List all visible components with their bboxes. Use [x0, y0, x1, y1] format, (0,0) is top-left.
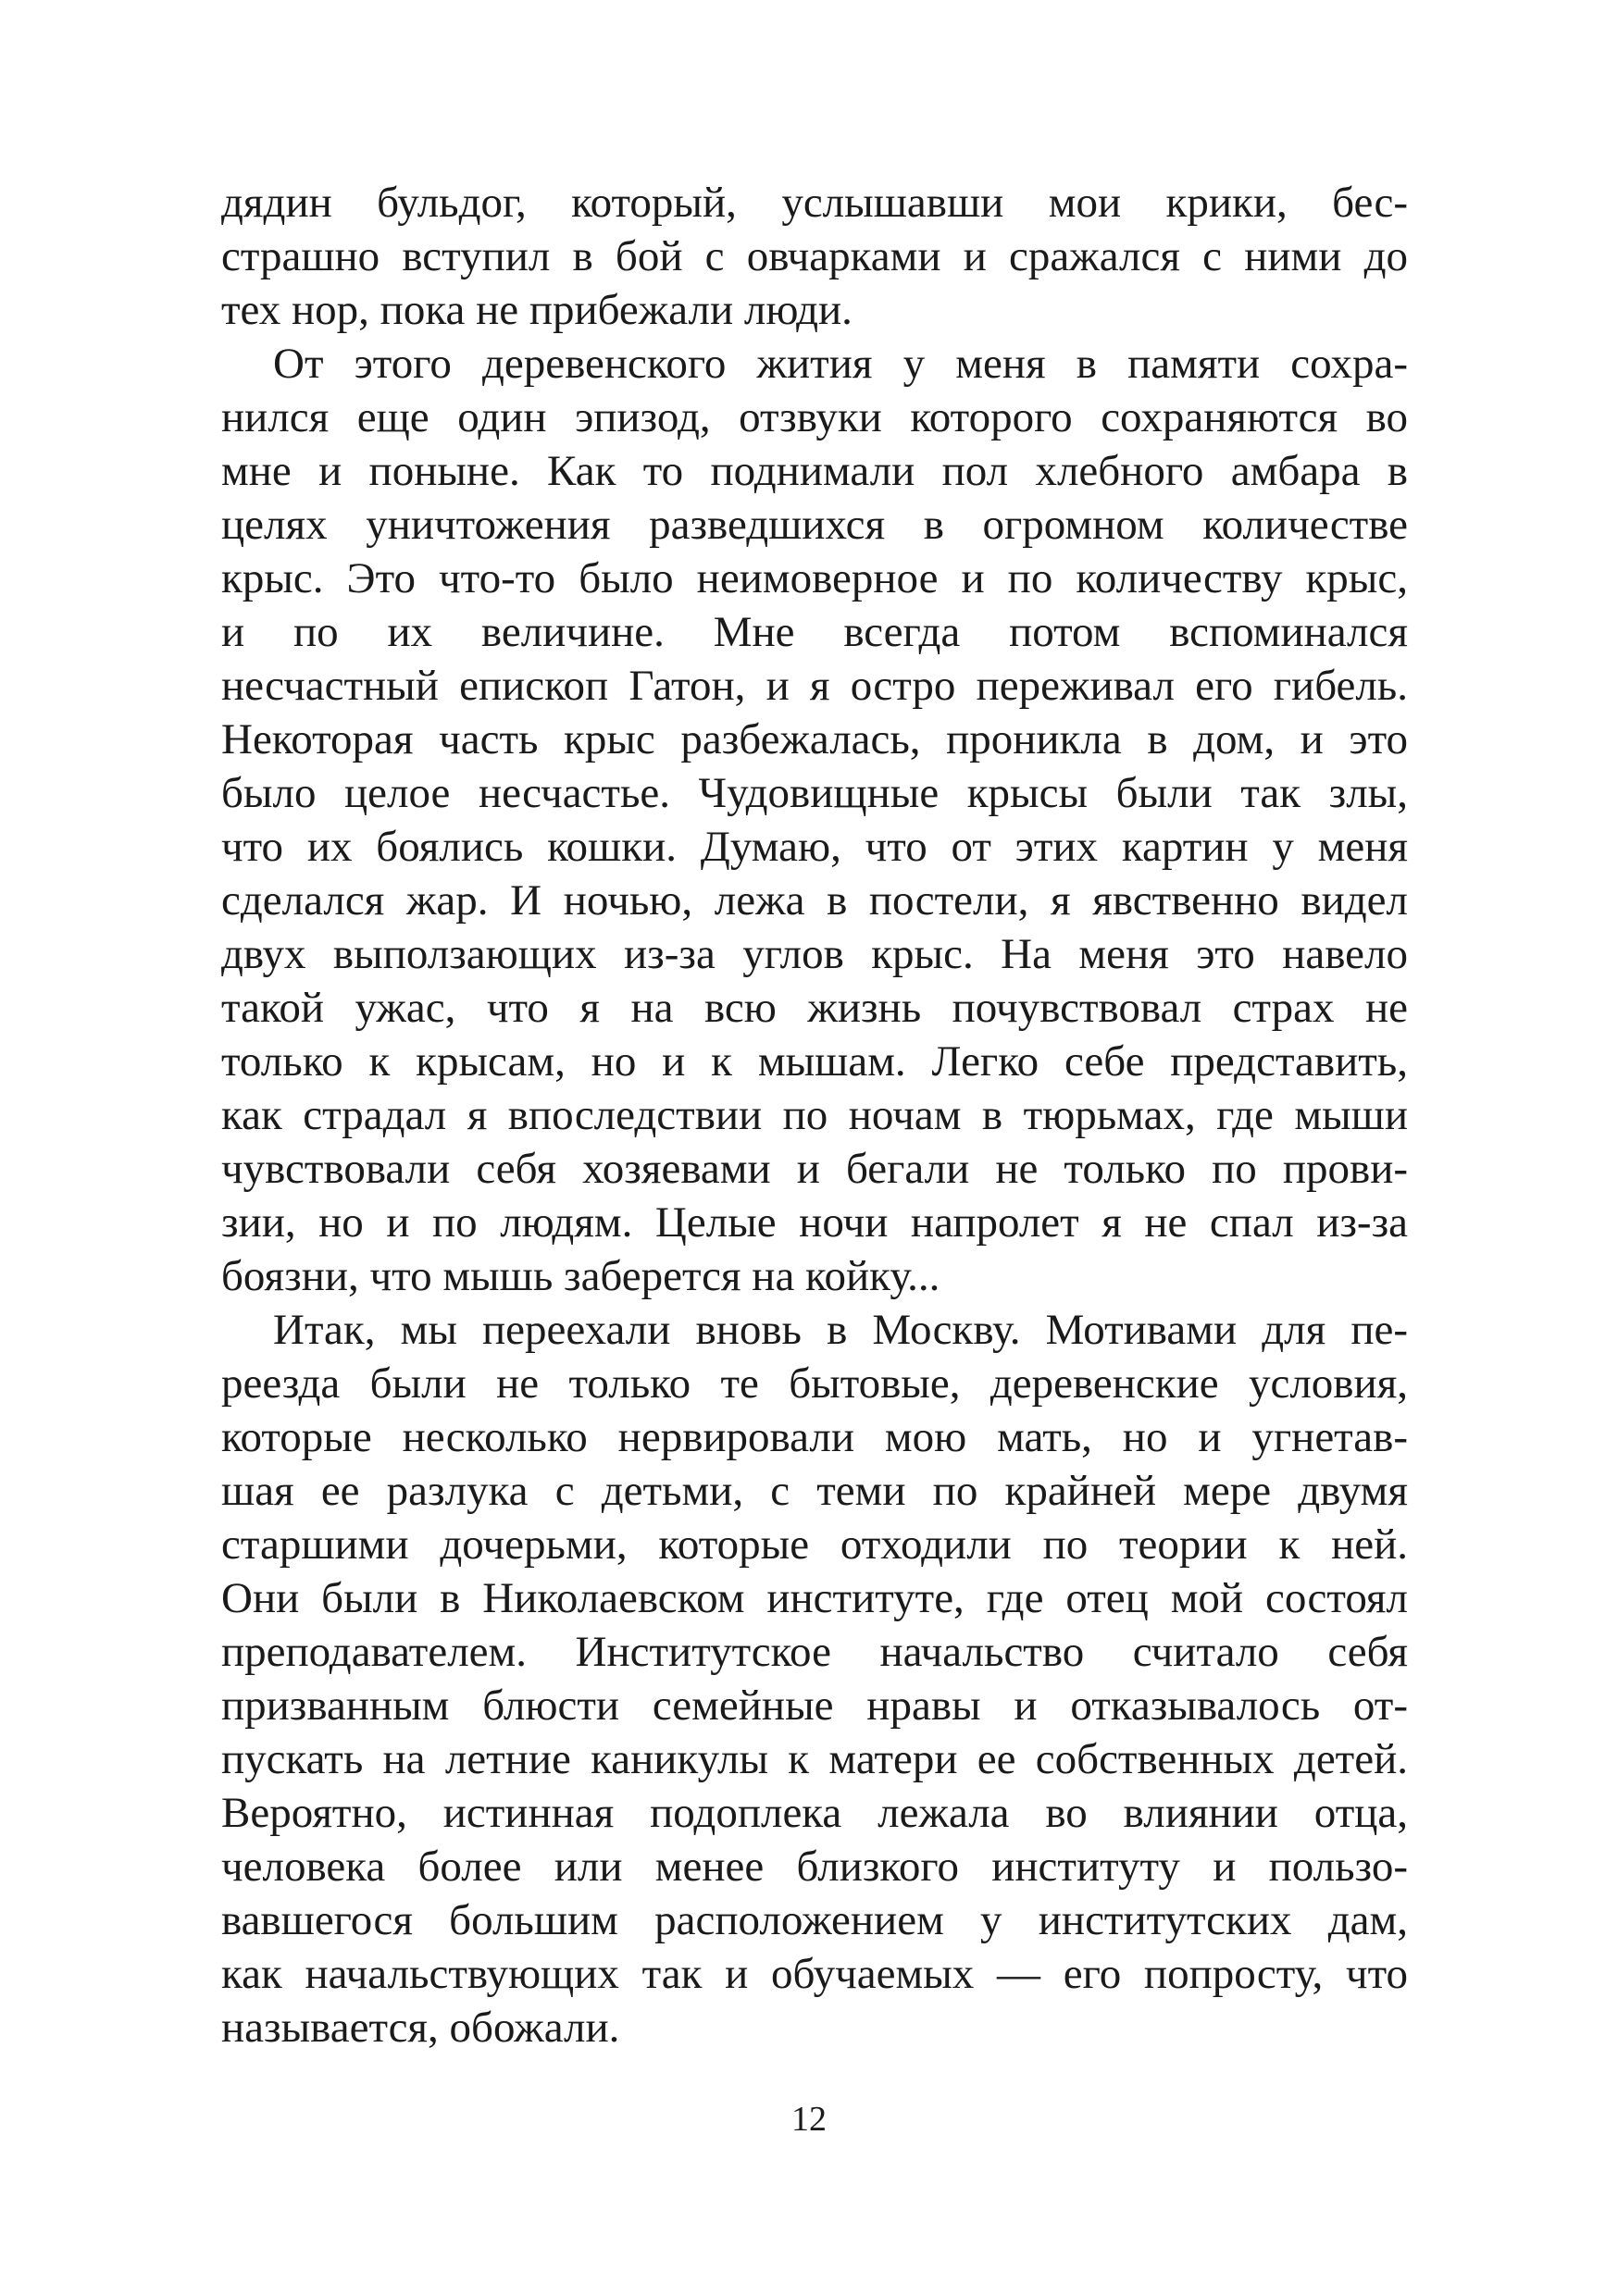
paragraph	[221, 1303, 1408, 2054]
text-line: двух выползающих из-за углов крыс. На меня это навело	[221, 930, 1408, 978]
text-line: тех нор, пока не прибежали люди.	[221, 286, 853, 334]
text-line: чувствовали себя хозяевами и бегали не только по прови-	[221, 1145, 1408, 1193]
text-line: старшими дочерьми, которые отходили по теории к ней.	[221, 1520, 1408, 1569]
text-line: которые несколько нервировали мою мать, но и угнетав-	[221, 1413, 1408, 1461]
text-line: называется, обожали.	[221, 2004, 620, 2052]
text-line: От этого деревенского жития у меня в памяти сохра-	[273, 340, 1408, 388]
text-line: боязни, что мышь заберется на койку...	[221, 1252, 940, 1300]
text-line: страшно вступил в бой с овчарками и сражался с ними до	[221, 232, 1408, 280]
text-line: преподавателем. Институтское начальство считало себя	[221, 1628, 1408, 1676]
text-line: Некоторая часть крыс разбежалась, проникла в дом, и это	[221, 715, 1408, 763]
text-line: призванным блюсти семейные нравы и отказывалось от-	[221, 1682, 1408, 1730]
text-line: дядин бульдог, который, услышавши мои крики, бес-	[221, 179, 1408, 227]
text-line: как начальствующих так и обучаемых — его попросту, что	[221, 1950, 1408, 1998]
text-line: и по их величине. Мне всегда потом вспоминался	[221, 608, 1408, 656]
text-line: Итак, мы переехали вновь в Москву. Мотивами для пе-	[273, 1306, 1408, 1354]
text-line: сделался жар. И ночью, лежа в постели, я явственно видел	[221, 876, 1408, 925]
paragraph	[221, 337, 1408, 1303]
paragraph	[221, 176, 1408, 337]
text-line: реезда были не только те бытовые, деревенские условия,	[221, 1359, 1408, 1408]
text-line: нился еще один эпизод, отзвуки которого сохраняются во	[221, 393, 1408, 441]
text-line: мне и поныне. Как то поднимали пол хлебного амбара в	[221, 447, 1408, 495]
text-line: несчастный епископ Гатон, и я остро переживал его гибель.	[221, 662, 1408, 710]
text-line: крыс. Это что-то было неимоверное и по количеству крыс,	[221, 554, 1408, 602]
text-line: вавшегося большим расположением у институтских дам,	[221, 1896, 1408, 1944]
text-line: как страдал я впоследствии по ночам в тюрьмах, где мыши	[221, 1091, 1408, 1139]
text-line: было целое несчастье. Чудовищные крысы были так злы,	[221, 769, 1408, 817]
text-line: шая ее разлука с детьми, с теми по крайней мере двумя	[221, 1467, 1408, 1515]
text-line: такой ужас, что я на всю жизнь почувствовал страх не	[221, 984, 1408, 1032]
body-text	[221, 176, 1408, 2054]
text-line: человека более или менее близкого институту и пользо-	[221, 1843, 1408, 1891]
text-line: Они были в Николаевском институте, где отец мой состоял	[221, 1574, 1408, 1622]
text-line: зии, но и по людям. Целые ночи напролет я не спал из-за	[221, 1198, 1408, 1247]
text-line: только к крысам, но и к мышам. Легко себе представить,	[221, 1037, 1408, 1086]
text-line: что их боялись кошки. Думаю, что от этих картин у меня	[221, 823, 1408, 871]
text-line: Вероятно, истинная подоплека лежала во влиянии отца,	[221, 1789, 1408, 1837]
text-line: целях уничтожения разведшихся в огромном количестве	[221, 501, 1408, 549]
page-number: 12	[791, 2100, 827, 2139]
text-line: пускать на летние каникулы к матери ее собственных детей.	[221, 1735, 1408, 1783]
